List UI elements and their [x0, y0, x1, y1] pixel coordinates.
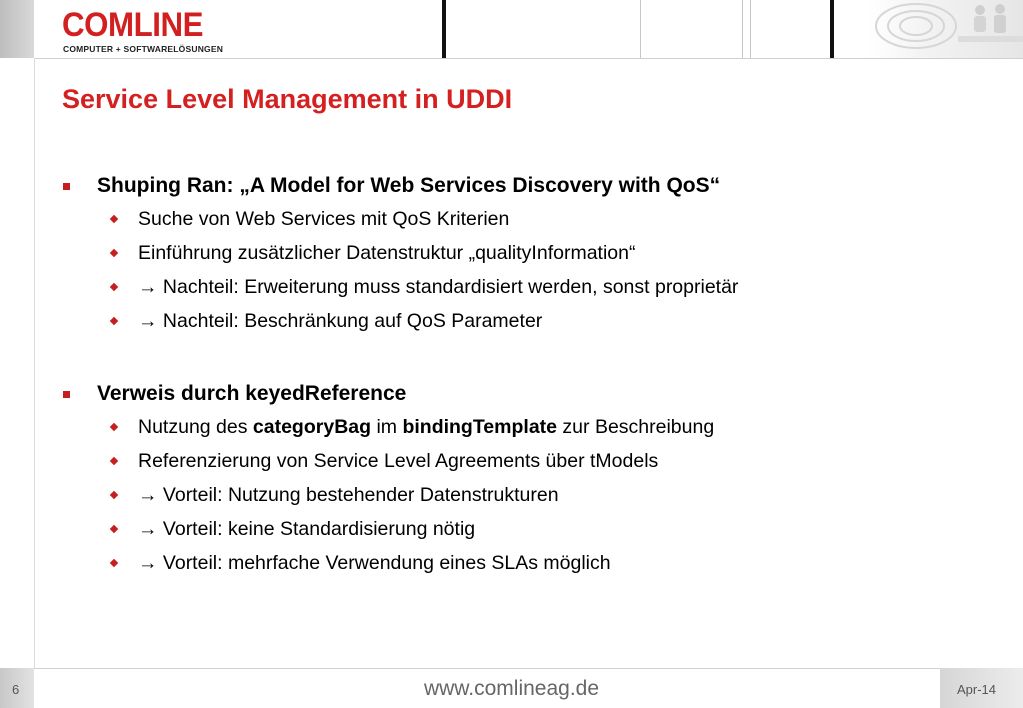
page-number: 6	[12, 682, 20, 697]
diamond-bullet-icon	[110, 283, 118, 291]
header-divider	[742, 0, 743, 58]
level2-bullet	[62, 410, 992, 444]
bullet-text-bold: categoryBag	[252, 416, 372, 438]
diamond-bullet-icon	[110, 457, 118, 465]
diamond-bullet-icon	[110, 317, 118, 325]
square-bullet-icon	[63, 183, 70, 190]
bullet-text-part: Nutzung des	[138, 416, 253, 438]
diamond-bullet-icon	[110, 423, 118, 431]
level2-bullet	[62, 512, 992, 546]
bullet-text: → Nachteil: Beschränkung auf QoS Parameter	[138, 310, 543, 332]
bullet-text: Einführung zusätzlicher Datenstruktur „qualityInformation“	[138, 242, 636, 264]
diamond-bullet-icon	[110, 559, 118, 567]
bullet-text: → Nachteil: Erweiterung muss standardisiert werden, sonst proprietär	[138, 276, 739, 298]
footer-url[interactable]: www.comlineag.de	[423, 677, 600, 700]
diamond-bullet-icon	[110, 491, 118, 499]
level2-bullet	[62, 202, 992, 236]
header-divider-line	[34, 58, 1023, 59]
diamond-bullet-icon	[110, 525, 118, 533]
bullet-text: Verweis durch keyedReference	[97, 382, 407, 405]
logo-wordmark: COMLINE	[62, 6, 204, 44]
bullet-text-bold: bindingTemplate	[402, 416, 558, 438]
bullet-text-part: im	[371, 416, 403, 438]
diamond-bullet-icon	[110, 249, 118, 257]
bullet-text: Referenzierung von Service Level Agreements über tModels	[138, 450, 659, 472]
level2-bullet	[62, 304, 992, 338]
header-divider	[640, 0, 641, 58]
bullet-text-part: zur Beschreibung	[557, 416, 715, 438]
comline-logo	[62, 6, 242, 56]
bullet-text: Suche von Web Services mit QoS Kriterien	[138, 208, 510, 230]
level2-bullet	[62, 478, 992, 512]
footer-date: Apr-14	[957, 682, 997, 697]
header-divider	[830, 0, 834, 58]
bullet-section	[62, 170, 992, 338]
square-bullet-icon	[63, 391, 70, 398]
logo-tagline: COMPUTER + SOFTWARELÖSUNGEN	[63, 44, 224, 54]
level2-bullet	[62, 270, 992, 304]
diamond-bullet-icon	[110, 215, 118, 223]
header-photo-graphic	[868, 0, 1023, 58]
header-left-strip	[0, 0, 34, 58]
bullet-section	[62, 378, 992, 580]
level1-bullet	[62, 170, 992, 202]
footer-divider-line	[34, 668, 940, 669]
left-margin-line	[34, 58, 35, 668]
header-divider	[750, 0, 751, 58]
header-divider	[442, 0, 446, 58]
bullet-text: Shuping Ran: „A Model for Web Services Discovery with QoS“	[97, 174, 721, 197]
bullet-text: → Vorteil: keine Standardisierung nötig	[138, 518, 476, 540]
bullet-text: → Vorteil: Nutzung bestehender Datenstrukturen	[138, 484, 559, 506]
level2-bullet	[62, 546, 992, 580]
slide-title: Service Level Management in UDDI	[62, 84, 513, 114]
bullet-text: → Vorteil: mehrfache Verwendung eines SLAs möglich	[138, 552, 611, 574]
header-photo	[868, 0, 1023, 58]
level2-bullet	[62, 236, 992, 270]
slide-content	[62, 170, 992, 580]
level1-bullet	[62, 378, 992, 410]
level2-bullet	[62, 444, 992, 478]
